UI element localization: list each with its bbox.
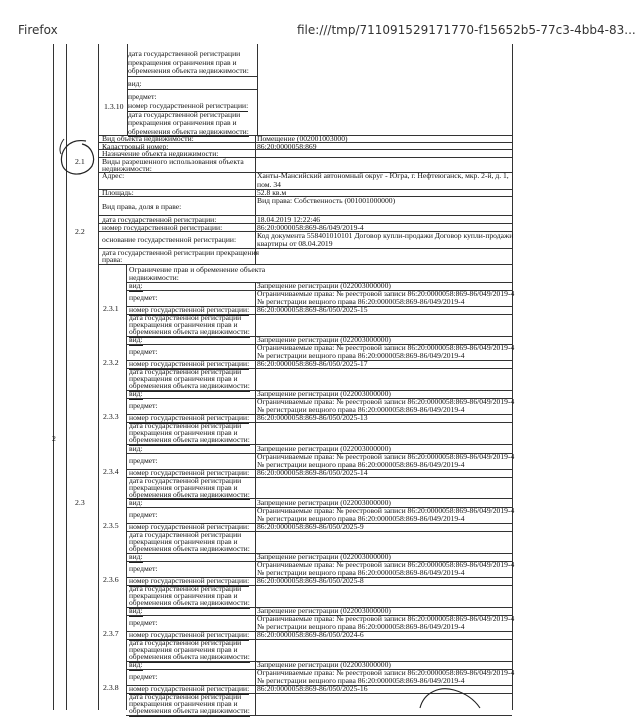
restriction-subject-label: предмет: <box>129 293 158 302</box>
restriction-kind-value: Запрещение регистрации (022003000000) <box>257 443 391 453</box>
restriction-item-number: 2.3.4 <box>103 466 119 476</box>
object-field-label: Назначение объекта недвижимости: <box>102 149 219 158</box>
restriction-regnum-label: номер государственной регистрации: <box>129 413 250 423</box>
restriction-subject-label: предмет: <box>129 618 158 628</box>
object-field-label: Кадастровый номер: <box>102 141 169 151</box>
restriction-subject-value: Ограничиваемые права: № реестровой записи 86:20:0000058:869-86/049/2019-4 <box>257 668 515 678</box>
restriction-regnum-value: 86:20:0000058:869-86/050/2025-17 <box>257 359 368 369</box>
section-number-2-2: 2.2 <box>75 227 85 236</box>
restriction-regnum-value: 86:20:0000058:869-86/050/2025-14 <box>257 467 368 477</box>
restriction-subject-label: предмет: <box>129 347 158 357</box>
restriction-item-number: 2.3.7 <box>103 629 119 639</box>
inner-border <box>127 44 128 135</box>
restriction-item-number: 2.3.3 <box>103 412 119 422</box>
app-name: Firefox <box>18 23 58 37</box>
restriction-subject-value: Ограничиваемые права: № реестровой записи 86:20:0000058:869-86/049/2019-4 <box>257 397 515 407</box>
top-block-label: обременения объекта недвижимости: <box>128 126 249 136</box>
top-block-label: прекращения ограничения прав и <box>128 118 237 127</box>
restriction-enddate-label: дата государственной регистрации <box>129 692 242 702</box>
value-column-border <box>255 135 256 196</box>
browser-title-bar <box>0 0 636 44</box>
object-field-value: 52.8 кв.м <box>257 188 287 197</box>
row-divider <box>126 314 512 315</box>
restriction-enddate-label: прекращения ограничения прав и <box>129 482 238 492</box>
row-divider <box>126 368 512 369</box>
restriction-enddate-label: прекращения ограничения прав и <box>129 645 238 655</box>
top-block-label: предмет: <box>128 92 157 101</box>
restriction-regnum-value: 86:20:0000058:869-86/050/2025-15 <box>257 305 368 314</box>
restriction-enddate-label: дата государственной регистрации <box>129 367 242 377</box>
restriction-enddate-label: дата государственной регистрации <box>129 529 242 539</box>
row-divider <box>126 477 512 478</box>
row-divider <box>127 76 257 77</box>
section-number-2: 2 <box>52 434 56 443</box>
restriction-item-number: 2.3.5 <box>103 520 119 530</box>
right-border <box>512 44 513 710</box>
restriction-item-number: 2.3.8 <box>103 683 119 693</box>
restriction-enddate-label: прекращения ограничения прав и <box>129 536 238 546</box>
value-column-border <box>255 336 256 390</box>
restriction-enddate-label: обременения объекта недвижимости: <box>129 543 250 553</box>
restriction-regnum-value: 86:20:0000058:869-86/050/2024-6 <box>257 630 364 640</box>
top-block-label: номер государственной регистрации: <box>128 101 249 110</box>
right-type-label: Вид права, доля в праве: <box>102 202 182 211</box>
row-divider <box>98 172 512 173</box>
restriction-enddate-label: обременения объекта недвижимости: <box>129 381 250 391</box>
restriction-kind-value: Запрещение регистрации (022003000000) <box>257 660 391 670</box>
row-divider <box>126 523 512 524</box>
object-field-value: Ханты-Мансийский автономный округ - Югра, г. Нефтеюганск, мкр. 2-й, д. 1, <box>257 171 509 180</box>
row-divider <box>126 398 512 399</box>
row-divider <box>126 453 512 454</box>
row-divider <box>126 306 512 307</box>
document-page <box>0 44 582 716</box>
row-divider <box>126 639 512 640</box>
row-divider <box>126 669 512 670</box>
subsection-border <box>98 44 99 710</box>
row-divider <box>98 189 512 190</box>
right-reg-num-value: 86:20:0000058:869-86/049/2019-4 <box>257 223 364 232</box>
restriction-kind-label: вид: <box>129 443 143 453</box>
row-divider <box>126 561 512 562</box>
restriction-subject-label: предмет: <box>129 401 158 411</box>
handwritten-circle-mark <box>56 136 98 180</box>
restriction-enddate-label: обременения объекта недвижимости: <box>129 706 250 716</box>
restriction-subject-value: Ограничиваемые права: № реестровой записи 86:20:0000058:869-86/049/2019-4 <box>257 289 515 298</box>
value-column-border <box>255 661 256 715</box>
row-divider <box>98 231 512 232</box>
row-divider <box>126 290 512 291</box>
restriction-item-number: 2.3.1 <box>103 304 119 313</box>
restriction-enddate-label: обременения объекта недвижимости: <box>129 652 250 662</box>
restrictions-header: недвижимости: <box>129 273 179 282</box>
value-column-border <box>255 499 256 553</box>
right-reg-num-label: номер государственной регистрации: <box>102 223 223 232</box>
row-divider <box>98 157 512 158</box>
restriction-enddate-label: дата государственной регистрации <box>129 638 242 648</box>
restriction-subject-value: № регистрации вещного права 86:20:0000058:869-86/049/2019-4 <box>257 622 465 632</box>
restriction-regnum-value: 86:20:0000058:869-86/050/2025-9 <box>257 521 364 531</box>
row-divider <box>126 585 512 586</box>
row-divider <box>98 149 512 150</box>
row-divider <box>127 89 257 90</box>
restriction-enddate-label: прекращения ограничения прав и <box>129 428 238 438</box>
restriction-enddate-label: прекращения ограничения прав и <box>129 591 238 600</box>
value-column-border <box>255 196 256 264</box>
restriction-kind-label: вид: <box>129 335 143 345</box>
object-field-value: пом. 34 <box>257 179 281 189</box>
top-block-label: дата государственной регистрации <box>128 49 241 58</box>
object-field-value: Помещение (002001003000) <box>257 134 348 143</box>
top-block-label: обременения объекта недвижимости: <box>128 66 249 75</box>
restriction-enddate-label: дата государственной регистрации <box>129 475 242 485</box>
value-column-border <box>255 390 256 444</box>
restriction-kind-value: Запрещение регистрации (022003000000) <box>257 497 391 507</box>
restriction-enddate-label: дата государственной регистрации <box>129 313 242 322</box>
row-divider <box>126 469 512 470</box>
restriction-subject-value: № регистрации вещного права 86:20:0000058:869-86/049/2019-4 <box>257 297 465 306</box>
restriction-regnum-label: номер государственной регистрации: <box>129 467 250 477</box>
restriction-kind-value: Запрещение регистрации (022003000000) <box>257 389 391 399</box>
restriction-subject-label: предмет: <box>129 564 158 573</box>
restriction-kind-value: Запрещение регистрации (022003000000) <box>257 606 391 616</box>
restriction-item-number: 2.3.6 <box>103 575 119 584</box>
value-column-border <box>257 44 258 135</box>
restriction-regnum-label: номер государственной регистрации: <box>129 684 250 694</box>
section-number-2-3: 2.3 <box>75 498 85 507</box>
value-column-border <box>255 553 256 607</box>
restriction-enddate-label: обременения объекта недвижимости: <box>129 598 250 607</box>
restriction-item-number: 2.3.2 <box>103 358 119 368</box>
restriction-regnum-label: номер государственной регистрации: <box>129 630 250 640</box>
restriction-enddate-label: обременения объекта недвижимости: <box>129 327 250 336</box>
restriction-kind-label: вид: <box>129 552 143 561</box>
row-divider <box>126 507 512 508</box>
restriction-subject-label: предмет: <box>129 672 158 682</box>
row-divider <box>126 414 512 415</box>
restriction-subject-value: № регистрации вещного права 86:20:0000058:869-86/049/2019-4 <box>257 568 465 577</box>
right-basis-value: Код документа 558401010101 Договор купли-продажи Договор купли-продажи <box>257 231 514 240</box>
restriction-subject-value: № регистрации вещного права 86:20:0000058:869-86/049/2019-4 <box>257 405 465 415</box>
object-field-label: Площадь: <box>102 188 134 197</box>
row-divider <box>98 215 512 216</box>
url-field[interactable]: file:///tmp/711091529171770-f15652b5-77c3-4bb4-83... <box>297 23 636 37</box>
restriction-subject-value: № регистрации вещного права 86:20:0000058:869-86/049/2019-4 <box>257 676 465 686</box>
top-block-label: вид: <box>128 79 142 88</box>
restriction-regnum-value: 86:20:0000058:869-86/050/2025-16 <box>257 684 368 694</box>
handwritten-mark <box>414 684 484 710</box>
right-end-label: дата государственной регистрации прекращения <box>102 248 260 257</box>
restriction-regnum-value: 86:20:0000058:869-86/050/2025-13 <box>257 413 368 423</box>
restriction-subject-label: предмет: <box>129 455 158 465</box>
restriction-regnum-value: 86:20:0000058:869-86/050/2025-8 <box>257 576 364 585</box>
restriction-regnum-label: номер государственной регистрации: <box>129 576 250 585</box>
restriction-enddate-label: дата государственной регистрации <box>129 421 242 431</box>
row-divider <box>126 344 512 345</box>
restriction-enddate-label: дата государственной регистрации <box>129 584 242 593</box>
row-divider <box>126 615 512 616</box>
restriction-kind-label: вид: <box>129 281 143 290</box>
right-reg-date-value: 18.04.2019 12:22:46 <box>257 215 321 224</box>
restriction-regnum-label: номер государственной регистрации: <box>129 359 250 369</box>
restriction-kind-label: вид: <box>129 389 143 399</box>
object-field-label: недвижимости: <box>102 164 152 173</box>
restriction-enddate-label: обременения объекта недвижимости: <box>129 435 250 445</box>
restriction-kind-value: Запрещение регистрации (022003000000) <box>257 281 391 290</box>
restriction-subject-value: № регистрации вещного права 86:20:0000058:869-86/049/2019-4 <box>257 351 465 361</box>
right-end-label: права: <box>102 255 123 264</box>
restriction-kind-label: вид: <box>129 606 143 616</box>
restrictions-header: Ограничение прав и обременение объекта <box>129 265 266 274</box>
restriction-subject-value: Ограничиваемые права: № реестровой записи 86:20:0000058:869-86/049/2019-4 <box>257 614 515 624</box>
row-divider <box>126 360 512 361</box>
restriction-enddate-label: обременения объекта недвижимости: <box>129 489 250 499</box>
value-column-border <box>255 445 256 499</box>
value-column-border <box>255 282 256 336</box>
restriction-subject-value: № регистрации вещного права 86:20:0000058:869-86/049/2019-4 <box>257 513 465 523</box>
restriction-kind-label: вид: <box>129 497 143 507</box>
row-divider <box>126 577 512 578</box>
object-field-label: Адрес: <box>102 171 125 180</box>
restriction-regnum-label: номер государственной регистрации: <box>129 305 250 314</box>
section-number: 1.3.10 <box>104 102 124 111</box>
row-divider <box>126 715 512 716</box>
restriction-kind-value: Запрещение регистрации (022003000000) <box>257 335 391 345</box>
restriction-subject-value: № регистрации вещного права 86:20:0000058:869-86/049/2019-4 <box>257 459 465 469</box>
row-divider <box>98 142 512 143</box>
outer-left-border <box>53 44 54 710</box>
top-block-label: прекращения ограничения прав и <box>128 57 237 67</box>
value-column-border <box>255 607 256 661</box>
restriction-subject-label: предмет: <box>129 509 158 519</box>
row-divider <box>98 223 512 224</box>
restriction-subject-value: Ограничиваемые права: № реестровой записи 86:20:0000058:869-86/049/2019-4 <box>257 451 515 461</box>
restriction-regnum-label: номер государственной регистрации: <box>129 521 250 531</box>
object-field-label: Виды разрешенного использования объекта <box>102 156 244 166</box>
row-divider <box>126 531 512 532</box>
restriction-enddate-label: прекращения ограничения прав и <box>129 374 238 384</box>
right-type-value: Вид права: Собственность (001001000000) <box>257 196 396 205</box>
right-basis-value: квартиры от 08.04.2019 <box>257 239 333 248</box>
row-divider <box>98 248 512 249</box>
top-block-label: дата государственной регистрации <box>128 109 241 119</box>
object-field-value: 86:20:0000058:869 <box>257 141 317 151</box>
restriction-subject-value: Ограничиваемые права: № реестровой записи 86:20:0000058:869-86/049/2019-4 <box>257 343 515 353</box>
restriction-enddate-label: прекращения ограничения прав и <box>129 699 238 709</box>
restriction-kind-value: Запрещение регистрации (022003000000) <box>257 552 391 561</box>
row-divider <box>126 422 512 423</box>
restrictions-inner-border <box>126 264 127 710</box>
right-reg-date-label: дата государственной регистрации: <box>102 215 217 224</box>
section-number-2-1: 2.1 <box>75 157 85 166</box>
restriction-subject-value: Ограничиваемые права: № реестровой записи 86:20:0000058:869-86/049/2019-4 <box>257 505 515 515</box>
restriction-kind-label: вид: <box>129 660 143 670</box>
restriction-subject-value: Ограничиваемые права: № реестровой записи 86:20:0000058:869-86/049/2019-4 <box>257 560 515 569</box>
right-basis-label: основание государственной регистрации: <box>102 235 237 244</box>
restriction-enddate-label: прекращения ограничения прав и <box>129 320 238 329</box>
row-divider <box>126 631 512 632</box>
object-field-label: Вид объекта недвижимости: <box>102 134 194 143</box>
